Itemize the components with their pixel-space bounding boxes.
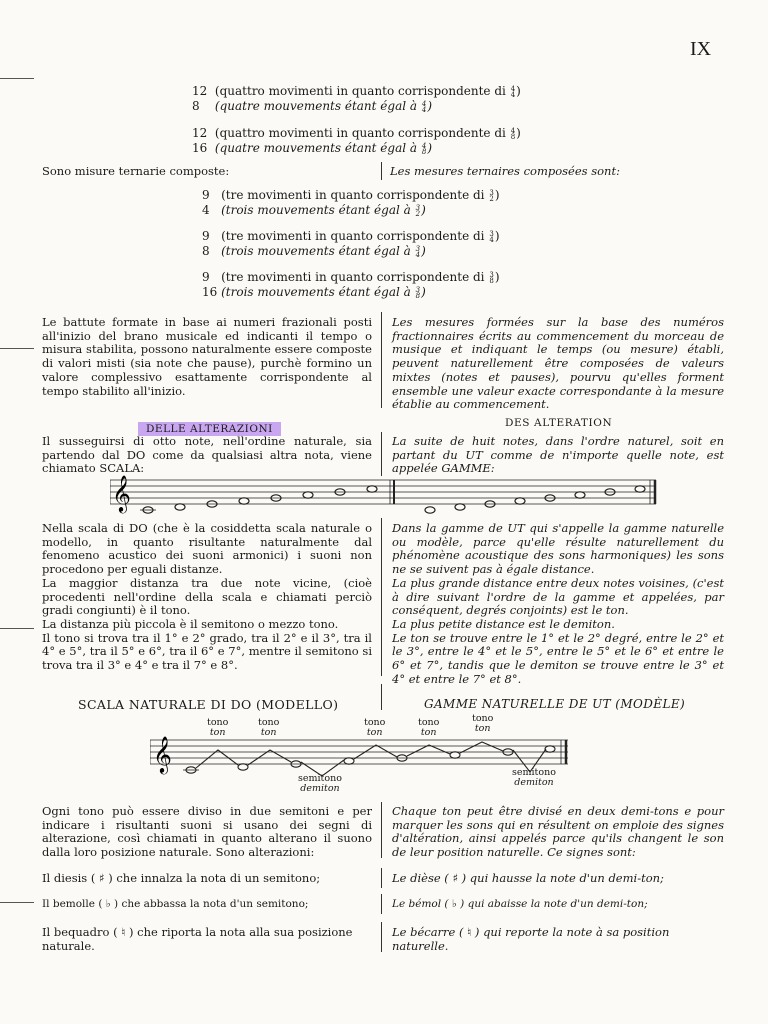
nella-it: Nella scala di DO (che è la cosiddetta scala naturale o modello, in quanto risultante naturalmente dal fenomeno acustico dei suoni armonici) i suoni non procedono per eguali distanze. La maggior distanza tra due note vicine, (cioè procedenti nell'ordine della scala e chiamati perciò gradi congiunti) è il tono. La distanza più piccola è il semitono o mezzo tono. Il tono si trova tra il 1° e 2° grado, tra il 2° e il 3°, tra il 4° e 5°, tra il 5° e 6°, tra il 6° e 7°, mentre il semitono si trova tra il 3° e 4° e tra il 7° e 8°. xyxy=(42,521,372,673)
column-divider xyxy=(381,518,382,676)
battute-fr: Les mesures formées sur la base des numéros fractionnaires écrits au commencement du morceau de musique et indiquant le temps (ou mesure) établi, peuvent naturellement être composées de valeurs mixtes (notes et pauses), pourvu qu'elles forment ensemble une valeur exacte correspondante à la mesure établie au commencement. xyxy=(392,315,724,412)
fraction: 3 8 xyxy=(415,285,421,300)
fraction: 3 8 xyxy=(489,270,494,285)
scale-staff xyxy=(110,474,658,514)
margin-mark xyxy=(0,628,34,629)
column-divider xyxy=(381,868,382,888)
bequadro-fr: Le bécarre ( ♮ ) qui reporte la note à sa position naturelle. xyxy=(392,925,670,953)
measure-fr: (trois mouvements étant égal à xyxy=(221,203,411,217)
nella-fr: Dans la gamme de UT qui s'appelle la gamme naturelle ou modèle, parce qu'elle résulte naturellement du phénomène acoustique des sons harmoniques) les sons ne se suivent pas à égale distance. La plus grande distance entre deux notes voisines, (c'est à dire suivant l'ordre de la gamme et appelées, par conséquent, degrés conjoints) est le ton. La plus petite distance est le demiton. Le ton se trouve entre le 1° et le 2° degré, entre le 2° et le 3°, entre le 4° et le 5°, entre le 5° et le 6° et entre le 6° et 7°, tandis que le demiton se trouve entre le 3° et 4° et entre le 7° et 8°. xyxy=(392,521,724,686)
measure-fr: (trois mouvements étant égal à xyxy=(221,244,411,258)
measure-fr: (quatre mouvements étant égal à xyxy=(214,141,418,155)
whole-note xyxy=(635,486,645,492)
ternary-intro-fr: Les mesures ternaires composées sont: xyxy=(390,164,620,178)
measure-den: 8 xyxy=(192,99,200,113)
whole-note xyxy=(515,498,525,504)
tone-label: tono ton xyxy=(364,717,386,738)
measure-num: 12 xyxy=(192,84,208,98)
column-divider xyxy=(381,162,382,180)
tone-label: tono ton xyxy=(472,713,494,734)
bemolle-fr: Le bémol ( ♭ ) qui abaisse la note d'un demi-ton; xyxy=(392,898,648,910)
ogni-fr: Chaque ton peut être divisé en deux demi-tons e pour marquer les sons qui en résultent on emploie des signes d'altération, ainsi appelés parce qu'ils changent le son de leur position naturelle. Ce signes sont: xyxy=(392,804,724,860)
fraction: 4 4 xyxy=(421,99,427,114)
ogni-it: Ogni tono può essere diviso in due semitoni e per indicare i risultanti suoni si usano dei segni di alterazione, così chiamati in quanto alterano il suono dalla loro posizione naturale. Sono alterazioni: xyxy=(42,804,372,860)
battute-it: Le battute formate in base ai numeri frazionali posti all'inizio del brano musicale ed indicanti il tempo o misura stabilita, possono naturalmente essere composte di valori misti (sia note che pause), purchè formino un valore complessivo esattamente corrispondente al tempo stabilito all'inizio. xyxy=(42,315,372,398)
measure-fr: (trois mouvements étant égal à xyxy=(221,285,411,299)
tone-label: tono ton xyxy=(418,717,440,738)
whole-note xyxy=(575,492,585,498)
whole-note xyxy=(455,504,465,510)
scala-fr: La suite de huit notes, dans l'ordre naturel, soit en partant du UT comme de n'importe quelle note, est appelée GAMME: xyxy=(392,434,724,476)
whole-note xyxy=(239,498,249,504)
measure-it: (tre movimenti in quanto corrispondente di xyxy=(221,270,485,284)
fraction: 3 4 xyxy=(489,229,494,244)
fraction: 4 8 xyxy=(421,141,427,156)
model-heading-it: SCALA NATURALE DI DO (MODELLO) xyxy=(78,697,339,712)
column-divider xyxy=(381,802,382,858)
bequadro-it: Il bequadro ( ♮ ) che riporta la nota alla sua posizione naturale. xyxy=(42,925,353,953)
column-divider xyxy=(381,922,382,952)
whole-note xyxy=(367,486,377,492)
diesis-it: Il diesis ( ♯ ) che innalza la nota di un semitono; xyxy=(42,871,321,885)
model-heading-fr: GAMME NATURELLE DE UT (MODÈLE) xyxy=(424,697,686,711)
treble-clef-icon: 𝄞 xyxy=(112,474,131,512)
column-divider xyxy=(381,432,382,476)
whole-note xyxy=(303,492,313,498)
tone-label: tono ton xyxy=(258,717,280,738)
measure-fr: (quatre mouvements étant égal à xyxy=(214,99,418,113)
scala-it: Il susseguirsi di otto note, nell'ordine naturale, sia partendo dal DO come da qualsiasi altra nota, viene chiamato SCALA: xyxy=(42,434,372,476)
bemolle-it: Il bemolle ( ♭ ) che abbassa la nota d'un semitono; xyxy=(42,898,309,910)
semitone-label: semitono demiton xyxy=(298,773,342,794)
measure-it: (tre movimenti in quanto corrispondente di xyxy=(221,188,485,202)
fraction: 3 4 xyxy=(415,244,421,259)
margin-mark xyxy=(0,78,34,79)
model-scale xyxy=(150,713,570,798)
ternary-block: 9 (tre movimenti in quanto corrispondente di 3 2) 4 (trois mouvements étant égal à 3 2) 9 (tre movimenti in quanto corrispondente di 3 4) 8 (trois mouvements étant égal à 3 4) 9 (tre movimenti in quanto corrispondente di 3 8) 16 (trois mouvements étant égal à 3 8) xyxy=(202,188,500,300)
whole-note xyxy=(425,507,435,513)
heading-alterazioni: DELLE ALTERAZIONI xyxy=(138,417,281,436)
measure-it: (quattro movimenti in quanto corrispondente di xyxy=(214,126,506,140)
measure-it: (quattro movimenti in quanto corrispondente di xyxy=(214,84,506,98)
heading-alteration: DES ALTERATION xyxy=(505,417,613,429)
quaternary-block: 12 (quattro movimenti in quanto corrispondente di 4 4) 8 (quatre mouvements étant égal à 4 4) 12 (quattro movimenti in quanto corrispondente di 4 8) 16 (quatre mouvements étant égal à 4 8) xyxy=(192,84,521,156)
measure-num: 12 xyxy=(192,126,208,140)
column-divider xyxy=(381,684,382,710)
whole-note xyxy=(175,504,185,510)
measure-it: (tre movimenti in quanto corrispondente di xyxy=(221,229,485,243)
diesis-fr: Le dièse ( ♯ ) qui hausse la note d'un demi-ton; xyxy=(392,871,664,885)
fraction: 4 8 xyxy=(510,126,516,141)
tone-label: tono ton xyxy=(207,717,229,738)
column-divider xyxy=(381,312,382,408)
margin-mark xyxy=(0,902,34,903)
page-number: IX xyxy=(690,38,712,60)
fraction: 3 2 xyxy=(415,203,421,218)
treble-clef-icon: 𝄞 xyxy=(153,735,172,773)
measure-den: 16 xyxy=(192,141,208,155)
model-staff xyxy=(150,732,570,782)
fraction: 3 2 xyxy=(489,188,494,203)
margin-mark xyxy=(0,348,34,349)
column-divider xyxy=(381,894,382,914)
fraction: 4 4 xyxy=(510,84,516,99)
ternary-intro-it: Sono misure ternarie composte: xyxy=(42,164,230,178)
semitone-label: semitono demiton xyxy=(512,767,556,788)
